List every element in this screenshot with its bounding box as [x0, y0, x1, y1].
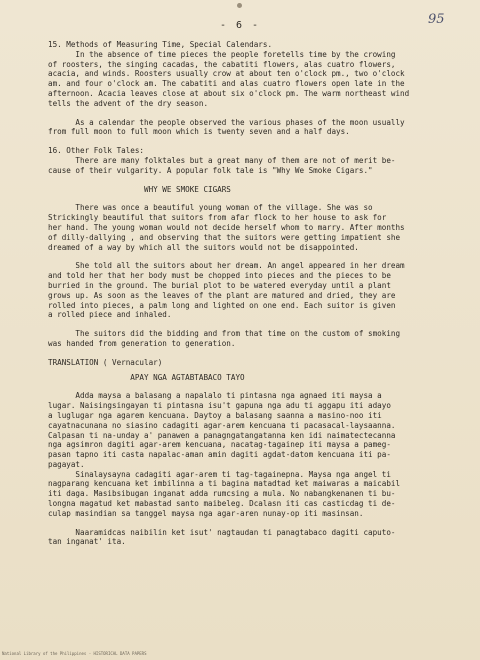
translation-line: Sinalaysayna cadagiti agar-arem ti tag-tagainepna. Maysa nga angel ti — [48, 469, 391, 479]
section-15-line: acacia, and winds. Roosters usually crow at about ten o'clock pm., two o'clock — [48, 69, 405, 79]
translation-line: nga agsimron dagiti agar-arem kencuana, nacatag-tagainep iti maysa a pameg- — [48, 440, 391, 450]
translation-line: longna magatud ket mabastad santo maibeleg. Dcalasn iti cas casticdag ti de- — [48, 499, 396, 509]
story-line: rolled into pieces, a palm long and lighted on one end. Each suitor is given — [48, 300, 396, 310]
handwritten-page-number: 95 — [428, 12, 445, 27]
section-15-heading: 15. Methods of Measuring Time, Special Calendars. — [48, 40, 273, 49]
story-line: of dilly-dallying , and observing that the suitors were getting impatient she — [48, 232, 401, 242]
section-16-line: There are many folktales but a great many of them are not of merit be- — [48, 155, 396, 165]
translation-line: culap masindian sa tanggel maysa nga agar-aren nunay-op iti masinsan. — [48, 508, 364, 518]
translation-line: tan inganat' ita. — [48, 537, 126, 547]
story-line: grows up. As soon as the leaves of the plant are matured and dried, they are — [48, 290, 396, 300]
archive-footer: National Library of the Philippines - HISTORICAL DATA PAPERS — [2, 651, 147, 656]
translation-line: iti daga. Masibsibugan inganat adda rumcsing a mula. No nabangkenanen ti bu- — [48, 489, 396, 499]
translation-line: nagparang kencuana ket imbilinna a ti bagina matadtad ket maiwaras a maicabil — [48, 479, 401, 489]
story-line: and told her that her body must be chopped into pieces and the pieces to be — [48, 271, 391, 281]
story-line: her hand. The young woman would not decide herself whom to marry. After months — [48, 222, 405, 232]
story-line: Strickingly beautiful that suitors from afar flock to her house to ask for — [48, 213, 387, 223]
section-16-line: cause of their vulgarity. A popular folk tale is "Why We Smoke Cigars." — [48, 165, 373, 175]
section-15-line: am. and four o'clock am. The cabatiti and alas cuatro flowers open late in the — [48, 79, 405, 89]
translation-line: pagayat. — [48, 459, 85, 469]
story-line: She told all the suitors about her dream. An angel appeared in her dream — [48, 261, 405, 271]
translation-title: APAY NGA AGTABTABACO TAYO — [48, 372, 245, 382]
story-line: The suitors did the bidding and from that time on the custom of smoking — [48, 329, 401, 339]
story-line: was handed from generation to generation. — [48, 338, 236, 348]
story-line: dreamed of a way by which all the suitors would not be disappointed. — [48, 242, 359, 252]
document-body — [48, 40, 458, 547]
translation-line: Naaramidcas naibilin ket isut' nagtaudan ti panagtabaco dagiti caputo- — [48, 527, 396, 537]
section-15-line: tells the advent of the dry season. — [48, 98, 209, 108]
section-15-calendar-line: from full moon to full moon which is twenty seven and a half days. — [48, 127, 350, 137]
story-line: burried in the ground. The burial plot to be watered everyday until a plant — [48, 280, 391, 290]
section-15-line: of roosters, the singing cacadas, the cabatiti flowers, alas cuatro flowers, — [48, 59, 396, 69]
punch-hole-mark — [237, 3, 242, 8]
section-15-calendar-line: As a calendar the people observed the various phases of the moon usually — [48, 117, 405, 127]
section-15-line: In the absence of time pieces the people foretells time by the crowing — [48, 49, 396, 59]
translation-label: TRANSLATION ( Vernacular) — [48, 357, 163, 367]
translation-line: a luglugar nga agarem kencuana. Daytoy a balasang saanna a masino-noo iti — [48, 410, 382, 420]
story-line: a rolled piece and inhaled. — [48, 310, 172, 320]
page-number: - 6 - — [219, 20, 261, 31]
translation-line: Adda maysa a balasang a napalalo ti pintasna nga agnaed iti maysa a — [48, 391, 382, 401]
section-16-heading: 16. Other Folk Tales: — [48, 146, 145, 156]
translation-line: Calpasan ti na-unday a' panawen a panagngatangatanna ken idi naimatectecanna — [48, 430, 396, 440]
translation-line: cayatnacunana no siasino cadagiti agar-arem kencuana ti pacasacal-laysaanna. — [48, 420, 396, 430]
translation-line: pasan tapno iti casta napalac-aman amin dagiti agdat-datom kencuana iti pa- — [48, 450, 391, 460]
story-title: WHY WE SMOKE CIGARS — [48, 184, 231, 194]
story-line: There was once a beautiful young woman of the village. She was so — [48, 203, 373, 213]
translation-line: lugar. Naisingsingayan ti pintasna isu't gapuna nga adu ti aggapu iti adayo — [48, 401, 391, 411]
section-15-line: afternoon. Acacia leaves close at about six o'clock pm. The warm northeast wind — [48, 88, 410, 98]
